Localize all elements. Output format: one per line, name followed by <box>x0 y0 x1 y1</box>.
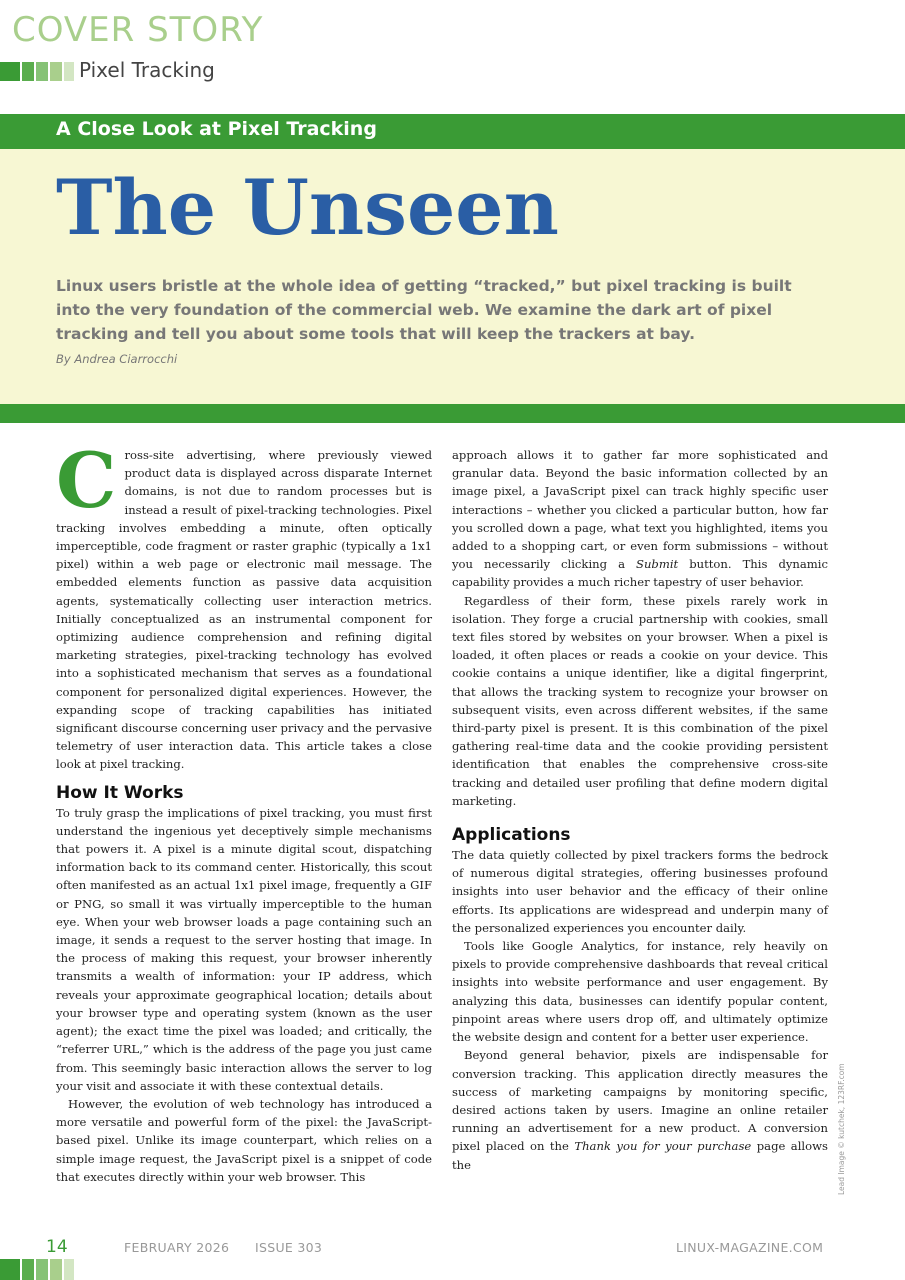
section-heading-how-it-works: How It Works <box>56 782 184 803</box>
photo-credit: Lead Image © kutchek, 123RF.com <box>837 1063 846 1195</box>
divider-band <box>0 404 905 423</box>
section-color-blocks <box>0 62 75 81</box>
article-column-right <box>452 446 828 1174</box>
section-label: COVER STORY <box>12 10 264 50</box>
headline: The Unseen <box>56 163 559 252</box>
deck: Linux users bristle at the whole idea of getting “tracked,” but pixel tracking is built into the very foundation of the commercial web. We examine the dark art of pixel tracking and tell you about some tools that will keep the trackers at bay. <box>56 277 792 343</box>
paragraph: approach allows it to gather far more sophisticated and granular data. Beyond the basic information collected by an image pixel, a JavaScript pixel can track highly specific user interactions – whether you clicked a particular button, how far you scrolled down a page, what text you highlighted, items you added to a shopping cart, or even form submissions – without you necessarily clicking a Submit button. This dynamic capability provides a much richer tapestry of user behavior. <box>452 448 828 590</box>
article-column-left <box>56 436 432 1186</box>
footer-color-blocks <box>0 1259 75 1280</box>
paragraph: Regardless of their form, these pixels rarely work in isolation. They forge a crucial partnership with cookies, small text files stored by websites on your browser. When a pixel is loaded, it often places or reads a cookie on your device. This cookie contains a unique identifier, like a digital fingerprint, that allows the tracking system to recognize your browser on subsequent visits, even across different websites, if the same third-party pixel is present. It is this combination of the pixel gathering real-time data and the cookie providing persistent identification that enables the comprehensive cross-site tracking and detailed user profiling that define modern digital marketing. <box>452 593 828 808</box>
section-heading-applications: Applications <box>452 825 571 846</box>
paragraph: Tools like Google Analytics, for instance, rely heavily on pixels to provide comprehensive dashboards that reveal critical insights into website performance and user engagement. By analyzing this data, businesses can identify popular content, pinpoint areas where users drop off, and ultimately optimize the website design and content for a better user experience. <box>452 939 828 1045</box>
paragraph: To truly grasp the implications of pixel tracking, you must first understand the ingenious yet deceptively simple mechanisms that powers it. A pixel is a minute digital scout, dispatching information back to its command center. Historically, this scout often manifested as an actual 1x1 pixel image, frequently a GIF or PNG, so small it was virtually imperceptible to the human eye. When your web browser loads a page containing such an image, it sends a request to the server hosting that image. In the process of making this request, your browser inherently transmits a wealth of information: your IP address, which reveals your approximate geographical location; details about your browser type and operating system (known as the user agent); the exact time the pixel was loaded; and critically, the “referrer URL,” which is the address of the page you just came from. This seemingly basic interaction allows the server to log your visit and associate it with these contextual details. <box>56 805 432 1093</box>
website: LINUX-MAGAZINE.COM <box>676 1240 824 1255</box>
subsection-label: Pixel Tracking <box>79 58 215 82</box>
byline: By Andrea Ciarrocchi <box>56 352 178 366</box>
drop-cap: C <box>56 436 117 525</box>
issue-date: FEBRUARY 2026 <box>124 1240 230 1255</box>
page-number: 14 <box>46 1237 68 1257</box>
issue-number: ISSUE 303 <box>255 1240 323 1255</box>
kicker: A Close Look at Pixel Tracking <box>56 118 377 140</box>
paragraph: The data quietly collected by pixel trackers forms the bedrock of numerous digital strategies, offering businesses profound insights into user behavior and the efficacy of their online efforts. Its applications are widespread and underpin many of the personalized experiences you encounter daily. <box>452 848 828 935</box>
intro-paragraph: Cross-site advertising, where previously viewed product data is displayed across disparate Internet domains, is not due to random processes but is instead a result of pixel-tracking technologies. Pixel tracking involves embedding a minute, often optically imperceptible, code fragment or raster graphic (typically a 1x1 pixel) within a web page or electronic mail message. The embedded elements function as passive data acquisition agents, systematically collecting user interaction metrics. Initially conceptualized as an instrumental component for optimizing audience comprehension and refining digital marketing strategies, pixel-tracking technology has evolved into a sophisticated mechanism that serves as a foundational component for personalized digital experiences. However, the expanding scope of tracking capabilities has initiated significant discourse concerning user privacy and the pervasive telemetry of user interaction data. This article takes a close look at pixel tracking. <box>56 436 432 772</box>
paragraph: However, the evolution of web technology has introduced a more versatile and powerful form of the pixel: the JavaScript-based pixel. Unlike its image counterpart, which relies on a simple image request, the JavaScript pixel is a snippet of code that executes directly within your web browser. This <box>56 1096 432 1184</box>
paragraph: Beyond general behavior, pixels are indispensable for conversion tracking. This application directly measures the success of marketing campaigns by monitoring specific, desired actions taken by users. Imagine an online retailer running an advertisement for a new product. A conversion pixel placed on the Thank you for your purchase page allows the <box>452 1048 828 1172</box>
